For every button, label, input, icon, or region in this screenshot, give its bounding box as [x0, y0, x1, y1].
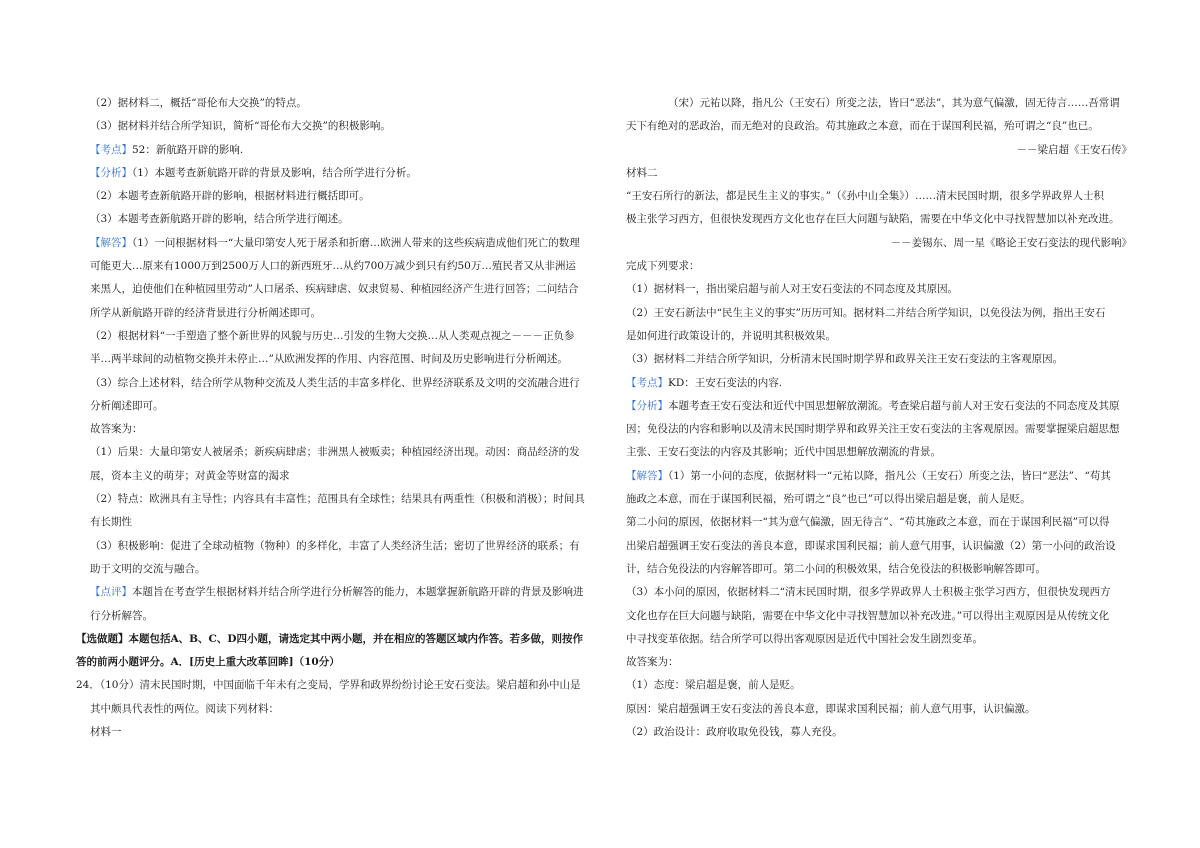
line-text: 因；免役法的内容和影响以及清末民国时期学界和政界关注王安石变法的主客观原因。需要掌握梁启超思想	[626, 423, 1120, 436]
text-line	[76, 698, 596, 721]
text-line	[76, 418, 596, 441]
line-text: 行分析解答。	[90, 609, 153, 622]
line-text: （1）本题考查新航路开辟的背景及影响，结合所学进行分析。	[132, 166, 417, 179]
text-line	[76, 395, 596, 418]
line-text: －－梁启超《王安石传》	[1016, 143, 1132, 156]
line-text: （3）积极影响：促进了全球动植物（物种）的多样化，丰富了人类经济生活；密切了世界经济的联系；有	[90, 539, 580, 552]
line-text: 天下有绝对的恶政治，而无绝对的良政治。苟其施政之本意，而在于谋国利民福，殆可谓之“良”也已。	[626, 120, 1099, 133]
text-line	[76, 674, 596, 697]
text-line	[76, 92, 596, 115]
section-tag: 【解答】	[90, 236, 132, 249]
text-line	[76, 372, 596, 395]
text-line	[76, 535, 596, 558]
left-column	[76, 92, 596, 744]
line-text: （2）据材料二，概括“哥伦布大交换”的特点。	[90, 97, 307, 109]
line-text: 本题旨在考查学生根据材料并结合所学进行分析解答的能力，本题掌握新航路开辟的背景及影响进	[132, 586, 584, 599]
section-tag: 【分析】	[626, 399, 668, 412]
text-line	[76, 302, 596, 325]
text-line	[626, 185, 1132, 208]
text-line	[626, 674, 1132, 697]
text-line	[626, 535, 1132, 558]
line-text: （2）王安石新法中“民生主义的事实”历历可知。据材料二并结合所学知识，以免役法为例，指出王安石	[626, 306, 1106, 319]
line-text: （2）根据材料“一手塑造了整个新世界的风貌与历史…引发的生物大交换…从人类观点视之－－－正负参	[90, 329, 575, 342]
text-line	[76, 651, 596, 674]
text-line	[626, 418, 1132, 441]
text-line	[76, 441, 596, 464]
text-line	[626, 115, 1132, 138]
text-line	[76, 325, 596, 348]
text-line	[626, 139, 1132, 162]
line-text: （1）后果：大量印第安人被屠杀；新疾病肆虐；非洲黑人被贩卖；种植园经济出现。动因：商品经济的发	[90, 446, 580, 459]
text-line	[76, 581, 596, 604]
line-text: 有长期性	[90, 516, 132, 529]
line-text: －－姜锡东、周一星《略论王安石变法的现代影响》	[890, 236, 1132, 249]
line-text: 极主张学习西方，但很快发现西方文化也存在巨大问题与缺陷，需要在中华文化中寻找智慧加以补充改进。	[626, 213, 1120, 226]
line-text: （2）本题考查新航路开辟的影响，根据材料进行概括即可。	[90, 190, 370, 203]
line-text: 展，资本主义的萌芽；对黄金等财富的渴求	[90, 469, 290, 482]
text-line	[76, 255, 596, 278]
text-line	[626, 698, 1132, 721]
text-line	[626, 628, 1132, 651]
text-line	[626, 395, 1132, 418]
text-line	[76, 208, 596, 231]
text-line	[76, 605, 596, 628]
right-column	[626, 92, 1132, 744]
line-text: 答的前两小题评分。A．[历史上重大改革回眸]（10分）	[76, 656, 340, 669]
text-line	[626, 511, 1132, 534]
text-line	[76, 558, 596, 581]
text-line	[626, 558, 1132, 581]
text-line	[76, 511, 596, 534]
text-line	[626, 465, 1132, 488]
line-text: 【选做题】本题包括A、B、C、D四小题，请选定其中两小题，并在相应的答题区域内作答。若多做，则按作	[76, 632, 583, 645]
line-text: 其中颇具代表性的两位。阅读下列材料：	[90, 702, 279, 715]
text-line	[626, 325, 1132, 348]
text-line	[626, 605, 1132, 628]
line-text: 计，结合免役法的内容解答即可。第二小问的积极效果，结合免役法的积极影响解答即可。	[626, 562, 1046, 575]
text-line	[626, 441, 1132, 464]
line-text: （1）一问根据材料一“大量印第安人死于屠杀和折磨…欧洲人带来的这些疾病造成他们死亡的数理	[132, 236, 580, 249]
line-text: 中寻找变革依据。结合所学可以得出客观原因是近代中国社会发生剧烈变革。	[626, 632, 983, 645]
line-text: 来黑人，迫使他们在种植园里劳动”人口屠杀、疾病肆虐、奴隶贸易、种植园经济产生进行回答；二问结合	[90, 283, 579, 296]
line-text: 52：新航路开辟的影响.	[132, 143, 244, 156]
line-text: 第二小问的原因，依据材料一“其为意气偏激，固无待言”、“苟其施政之本意，而在于谋国利民福”可以得	[626, 516, 1110, 529]
line-text: （1）第一小问的态度，依据材料一“元祐以降，指凡公（王安石）所变之法，皆曰“恶法”、“苟其	[668, 469, 1111, 482]
text-line	[626, 372, 1132, 395]
text-line	[626, 92, 1132, 115]
line-text: 助于文明的交流与融合。	[90, 562, 206, 575]
text-line	[626, 721, 1132, 744]
section-tag: 【解答】	[626, 469, 668, 482]
line-text: 是如何进行政策设计的，并说明其积极效果。	[626, 329, 836, 342]
line-text: 文化也存在巨大问题与缺陷，需要在中华文化中寻找智慧加以补充改进。”可以得出主观原因是从传统文化	[626, 609, 1110, 622]
line-text: （2）特点：欧洲具有主导性；内容具有丰富性；范围具有全球性；结果具有两重性（积极和消极）；时间具	[90, 493, 585, 506]
line-text: 材料一	[90, 726, 122, 739]
text-line	[626, 651, 1132, 674]
text-line	[76, 139, 596, 162]
line-text: 施政之本意，而在于谋国利民福，殆可谓之“良”也已”可以得出梁启超是褒，前人是贬。	[626, 493, 1031, 506]
text-line	[76, 185, 596, 208]
text-line	[76, 465, 596, 488]
text-line	[626, 488, 1132, 511]
line-text: 半…两半球间的动植物交换并未停止…”从欧洲发挥的作用、内容范围、时间及历史影响进行分析阐述。	[90, 353, 568, 366]
line-text: 所学从新航路开辟的经济背景进行分析阐述即可。	[90, 306, 321, 319]
text-line	[76, 488, 596, 511]
line-text: （2）政治设计：政府收取免役钱，募人充役。	[626, 726, 843, 739]
text-line	[626, 581, 1132, 604]
text-line	[626, 255, 1132, 278]
text-line	[76, 348, 596, 371]
line-text: （3）本小问的原因，依据材料二“清末民国时期，很多学界政界人士积极主张学习西方，但很快发现西方	[626, 586, 1111, 599]
line-text: （1）据材料一，指出梁启超与前人对王安石变法的不同态度及其原因。	[626, 283, 959, 296]
text-line	[626, 208, 1132, 231]
line-text: （1）态度：梁启超是褒，前人是贬。	[626, 679, 801, 692]
line-text: （宋）元祐以降，指凡公（王安石）所变之法，皆曰“恶法”，其为意气偏激，固无待言……吾常谓	[668, 97, 1120, 109]
line-text: （3）据材料二并结合所学知识，分析清末民国时期学界和政界关注王安石变法的主客观原因。	[626, 353, 1064, 366]
line-text: “王安石所行的新法，都是民生主义的事实。”（《孙中山全集》）……清末民国时期，很多学界政界人士积	[626, 190, 1104, 203]
line-text: 故答案为：	[90, 423, 143, 436]
text-line	[76, 628, 596, 651]
section-tag: 【点评】	[90, 586, 132, 599]
text-line	[626, 302, 1132, 325]
text-line	[76, 721, 596, 744]
text-line	[76, 232, 596, 255]
line-text: （3）综合上述材料，结合所学从物种交流及人类生活的丰富多样化、世界经济联系及文明的交流融合进行	[90, 376, 580, 389]
text-line	[76, 278, 596, 301]
line-text: 原因：梁启超强调王安石变法的善良本意，即谋求国利民福；前人意气用事，认识偏激。	[626, 702, 1036, 715]
section-tag: 【考点】	[90, 143, 132, 156]
line-text: 完成下列要求：	[626, 260, 700, 273]
line-text: （3）据材料并结合所学知识，简析“哥伦布大交换”的积极影响。	[90, 120, 391, 133]
line-text: 24．（10分）清末民国时期，中国面临千年未有之变局，学界和政界纷纷讨论王安石变法。梁启超和孙中山是	[76, 679, 581, 692]
text-line	[626, 278, 1132, 301]
line-text: 主张、王安石变法的内容及其影响；近代中国思想解放潮流的背景。	[626, 446, 941, 459]
section-tag: 【分析】	[90, 166, 132, 179]
text-line	[626, 348, 1132, 371]
line-text: 出梁启超强调王安石变法的善良本意，即谋求国利民福；前人意气用事，认识偏激（2）第一小问的政治设	[626, 539, 1116, 552]
line-text: 分析阐述即可。	[90, 399, 164, 412]
line-text: 本题考查王安石变法和近代中国思想解放潮流。考查梁启超与前人对王安石变法的不同态度及其原	[668, 399, 1120, 412]
line-text: 故答案为：	[626, 656, 679, 669]
text-line	[626, 232, 1132, 255]
line-text: 可能更大…原来有1000万到2500万人口的新西班牙…从约700万减少到只有约50万…殖民者又从非洲运	[90, 260, 576, 273]
section-tag: 【考点】	[626, 376, 668, 389]
text-line	[76, 115, 596, 138]
line-text: （3）本题考查新航路开辟的影响，结合所学进行阐述。	[90, 213, 349, 226]
text-line	[626, 162, 1132, 185]
line-text: KD：王安石变法的内容.	[668, 376, 783, 389]
text-line	[76, 162, 596, 185]
line-text: 材料二	[626, 166, 658, 179]
